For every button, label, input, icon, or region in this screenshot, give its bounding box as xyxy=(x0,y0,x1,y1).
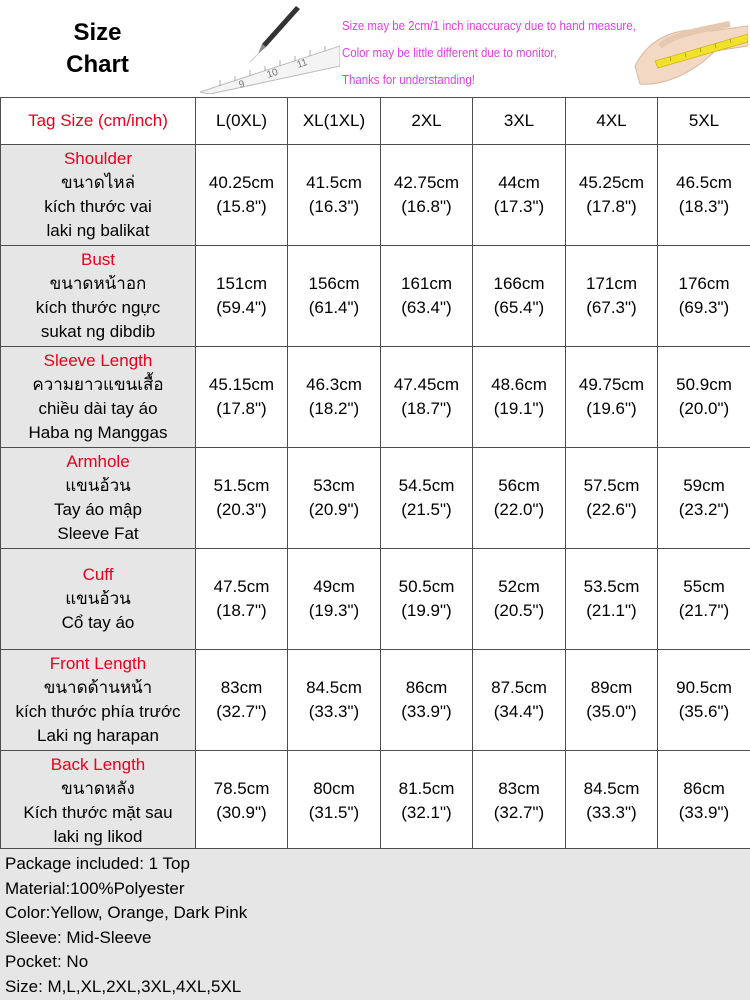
cell-cm: 40.25cm xyxy=(208,173,275,192)
cell-inch: (21.1") xyxy=(586,601,637,620)
table-cell xyxy=(566,549,658,650)
table-cell xyxy=(473,650,566,751)
size-header-2xl: 2XL xyxy=(381,98,473,145)
row-label xyxy=(1,751,196,852)
table-cell xyxy=(288,650,381,751)
cell-inch: (69.3") xyxy=(678,298,730,317)
cell-cm: 53cm xyxy=(313,476,355,495)
cell-inch: (33.9") xyxy=(678,803,730,822)
cell-cm: 83cm xyxy=(220,678,263,697)
header xyxy=(0,0,750,97)
table-cell xyxy=(473,145,566,246)
measurement-notes xyxy=(342,12,642,93)
cell-cm: 47.5cm xyxy=(213,577,270,596)
table-cell xyxy=(566,347,658,448)
cell-cm: 80cm xyxy=(313,779,355,798)
table-cell xyxy=(381,549,473,650)
note-line: Color may be little different due to monitor, xyxy=(342,45,557,60)
cell-cm: 151cm xyxy=(215,274,268,293)
table-cell xyxy=(658,448,750,549)
table-cell xyxy=(196,347,288,448)
table-cell xyxy=(566,751,658,852)
cell-inch: (18.3") xyxy=(678,197,730,216)
cell-cm: 54.5cm xyxy=(398,476,455,495)
tag-size-header: Tag Size (cm/inch) xyxy=(1,98,196,145)
cell-inch: (19.3") xyxy=(308,601,360,620)
cell-inch: (17.8") xyxy=(216,399,267,418)
table-cell xyxy=(658,246,750,347)
table-row-sleeve-length xyxy=(1,347,750,448)
table-cell xyxy=(196,145,288,246)
cell-cm: 45.25cm xyxy=(578,173,645,192)
row-label xyxy=(1,145,196,246)
pocket-info: Pocket: No xyxy=(5,952,89,971)
row-label-english: Armhole xyxy=(66,452,130,471)
table-cell xyxy=(566,145,658,246)
cell-inch: (18.7") xyxy=(401,399,452,418)
row-label xyxy=(1,246,196,347)
cell-cm: 51.5cm xyxy=(213,476,270,495)
table-cell xyxy=(196,549,288,650)
row-label-thai: ขนาดหลัง xyxy=(61,779,135,798)
cell-inch: (16.3") xyxy=(308,197,360,216)
row-label-filipino: laki ng likod xyxy=(53,827,143,846)
table-cell xyxy=(288,145,381,246)
cell-inch: (65.4") xyxy=(493,298,545,317)
cell-cm: 81.5cm xyxy=(398,779,455,798)
cell-cm: 86cm xyxy=(405,678,448,697)
cell-cm: 46.5cm xyxy=(676,173,732,192)
cell-cm: 50.5cm xyxy=(398,577,455,596)
table-cell xyxy=(288,751,381,852)
cell-inch: (32.7") xyxy=(216,702,267,721)
row-label-filipino: Laki ng harapan xyxy=(37,726,159,745)
table-cell xyxy=(658,145,750,246)
cell-inch: (20.0") xyxy=(678,399,730,418)
cell-cm: 84.5cm xyxy=(306,678,362,697)
cell-inch: (67.3") xyxy=(586,298,637,317)
cell-cm: 78.5cm xyxy=(213,779,270,798)
row-label-filipino: sukat ng dibdib xyxy=(40,322,156,341)
row-label-vietnamese: Kích thước mặt sau xyxy=(23,803,173,822)
table-cell xyxy=(196,246,288,347)
table-header-row xyxy=(1,98,750,145)
size-header-3xl: 3XL xyxy=(473,98,566,145)
table-row-cuff xyxy=(1,549,750,650)
cell-inch: (21.5") xyxy=(401,500,452,519)
table-cell xyxy=(473,448,566,549)
row-label-vietnamese: kích thước ngực xyxy=(35,298,161,317)
table-cell xyxy=(196,448,288,549)
cell-cm: 84.5cm xyxy=(583,779,640,798)
table-cell xyxy=(473,549,566,650)
cell-cm: 45.15cm xyxy=(208,375,275,394)
table-cell xyxy=(288,549,381,650)
size-header-4xl: 4XL xyxy=(566,98,658,145)
cell-inch: (61.4") xyxy=(308,298,360,317)
table-row-bust xyxy=(1,246,750,347)
cell-cm: 171cm xyxy=(585,274,638,293)
table-cell xyxy=(658,751,750,852)
row-label-english: Bust xyxy=(80,250,116,269)
cell-inch: (18.7") xyxy=(216,601,267,620)
cell-inch: (20.5") xyxy=(493,601,545,620)
table-cell xyxy=(566,448,658,549)
size-table xyxy=(0,97,750,852)
table-row-front-length xyxy=(1,650,750,751)
table-cell xyxy=(288,347,381,448)
cell-cm: 161cm xyxy=(400,274,453,293)
table-cell xyxy=(473,246,566,347)
cell-cm: 57.5cm xyxy=(583,476,640,495)
table-cell xyxy=(566,246,658,347)
cell-cm: 86cm xyxy=(683,779,725,798)
row-label-thai: ขนาดไหล่ xyxy=(60,173,135,192)
row-label xyxy=(1,549,196,650)
row-label-english: Shoulder xyxy=(63,149,133,168)
row-label xyxy=(1,650,196,751)
table-cell xyxy=(381,246,473,347)
cell-cm: 46.3cm xyxy=(306,375,362,394)
size-header-xl: XL(1XL) xyxy=(288,98,381,145)
size-header-l: L(0XL) xyxy=(196,98,288,145)
size-header-5xl: 5XL xyxy=(658,98,750,145)
table-row-armhole xyxy=(1,448,750,549)
cell-inch: (32.7") xyxy=(493,803,545,822)
cell-cm: 90.5cm xyxy=(676,678,732,697)
table-cell xyxy=(288,246,381,347)
measuring-tape-pen-icon xyxy=(200,4,340,94)
cell-inch: (34.4") xyxy=(493,702,545,721)
title-line-1: Size xyxy=(73,18,122,46)
cell-cm: 49.75cm xyxy=(578,375,645,394)
row-label-vietnamese: Cổ tay áo xyxy=(61,613,135,632)
row-label-thai: แขนอ้วน xyxy=(65,589,131,608)
ruler-number-11: 11 xyxy=(295,57,309,71)
row-label-vietnamese: kích thước vai xyxy=(44,197,152,216)
table-cell xyxy=(658,549,750,650)
table-cell xyxy=(381,448,473,549)
material: Material:100%Polyester xyxy=(5,878,185,898)
cell-inch: (23.2") xyxy=(678,500,730,519)
row-label-thai: แขนอ้วน xyxy=(65,476,131,495)
hand-measuring-tape-icon xyxy=(630,6,748,94)
ruler-number-9: 9 xyxy=(237,78,247,91)
cell-inch: (20.3") xyxy=(216,500,267,519)
cell-cm: 44cm xyxy=(498,173,540,192)
table-row-shoulder xyxy=(1,145,750,246)
title-line-2: Chart xyxy=(66,50,129,78)
row-label-vietnamese: kích thước phía trước xyxy=(15,702,181,721)
table-cell xyxy=(658,650,750,751)
cell-inch: (20.9") xyxy=(308,500,360,519)
row-label-thai: ขนาดหน้าอก xyxy=(49,274,147,293)
cell-cm: 166cm xyxy=(493,274,545,293)
cell-inch: (19.6") xyxy=(586,399,637,418)
cell-cm: 50.9cm xyxy=(676,375,732,394)
cell-cm: 59cm xyxy=(683,476,725,495)
cell-inch: (31.5") xyxy=(308,803,360,822)
sleeve-type: Sleeve: Mid-Sleeve xyxy=(5,927,152,947)
cell-cm: 176cm xyxy=(678,274,730,293)
cell-inch: (30.9") xyxy=(216,803,267,822)
cell-inch: (32.1") xyxy=(401,803,452,822)
row-label-english: Sleeve Length xyxy=(43,351,153,370)
cell-inch: (17.3") xyxy=(493,197,545,216)
note-line: Size may be 2cm/1 inch inaccuracy due to hand measure, xyxy=(342,18,636,33)
row-label-vietnamese: Tay áo mập xyxy=(54,500,142,519)
ruler-number-10: 10 xyxy=(265,66,280,81)
size-chart-title xyxy=(0,0,195,97)
cell-inch: (35.0") xyxy=(586,702,637,721)
cell-inch: (21.7") xyxy=(678,601,730,620)
cell-inch: (19.1") xyxy=(493,399,545,418)
cell-cm: 55cm xyxy=(683,577,725,596)
cell-cm: 48.6cm xyxy=(491,375,547,394)
table-cell xyxy=(196,751,288,852)
cell-inch: (15.8") xyxy=(216,197,267,216)
table-cell xyxy=(381,751,473,852)
row-label-filipino: Haba ng Manggas xyxy=(28,423,168,442)
cell-inch: (18.2") xyxy=(308,399,360,418)
cell-cm: 42.75cm xyxy=(393,173,460,192)
cell-cm: 47.45cm xyxy=(393,375,460,394)
row-label-thai: ความยาวแขนเสื้อ xyxy=(32,375,164,394)
cell-cm: 41.5cm xyxy=(306,173,362,192)
table-cell xyxy=(381,650,473,751)
table-cell xyxy=(473,751,566,852)
cell-cm: 52cm xyxy=(498,577,540,596)
row-label-filipino: Sleeve Fat xyxy=(57,524,139,543)
cell-cm: 53.5cm xyxy=(583,577,640,596)
cell-inch: (17.8") xyxy=(586,197,637,216)
table-cell xyxy=(288,448,381,549)
row-label xyxy=(1,347,196,448)
row-label xyxy=(1,448,196,549)
cell-inch: (35.6") xyxy=(678,702,730,721)
table-cell xyxy=(196,650,288,751)
cell-inch: (63.4") xyxy=(401,298,452,317)
cell-cm: 83cm xyxy=(498,779,540,798)
cell-cm: 49cm xyxy=(313,577,355,596)
cell-inch: (33.3") xyxy=(586,803,637,822)
row-label-english: Front Length xyxy=(49,654,147,673)
cell-cm: 87.5cm xyxy=(491,678,547,697)
table-cell xyxy=(473,347,566,448)
table-cell xyxy=(566,650,658,751)
cell-inch: (33.3") xyxy=(308,702,360,721)
cell-cm: 56cm xyxy=(498,476,540,495)
package-included: Package included: 1 Top xyxy=(5,854,190,873)
note-line: Thanks for understanding! xyxy=(342,72,475,87)
size-range: Size: M,L,XL,2XL,3XL,4XL,5XL xyxy=(5,976,242,996)
row-label-thai: ขนาดด้านหน้า xyxy=(43,678,153,697)
table-row-back-length xyxy=(1,751,750,852)
cell-cm: 89cm xyxy=(590,678,633,697)
cell-inch: (59.4") xyxy=(216,298,267,317)
row-label-vietnamese: chiều dài tay áo xyxy=(38,399,158,418)
cell-cm: 156cm xyxy=(308,274,360,293)
cell-inch: (16.8") xyxy=(401,197,452,216)
row-label-english: Back Length xyxy=(50,755,146,774)
row-label-filipino: laki ng balikat xyxy=(46,221,150,240)
table-cell xyxy=(381,347,473,448)
color-options: Color:Yellow, Orange, Dark Pink xyxy=(5,903,248,922)
row-label-english: Cuff xyxy=(82,565,114,584)
product-details xyxy=(0,848,750,1000)
table-cell xyxy=(658,347,750,448)
table-cell xyxy=(381,145,473,246)
cell-inch: (22.6") xyxy=(586,500,637,519)
cell-inch: (33.9") xyxy=(401,702,452,721)
cell-inch: (22.0") xyxy=(493,500,545,519)
cell-inch: (19.9") xyxy=(401,601,452,620)
